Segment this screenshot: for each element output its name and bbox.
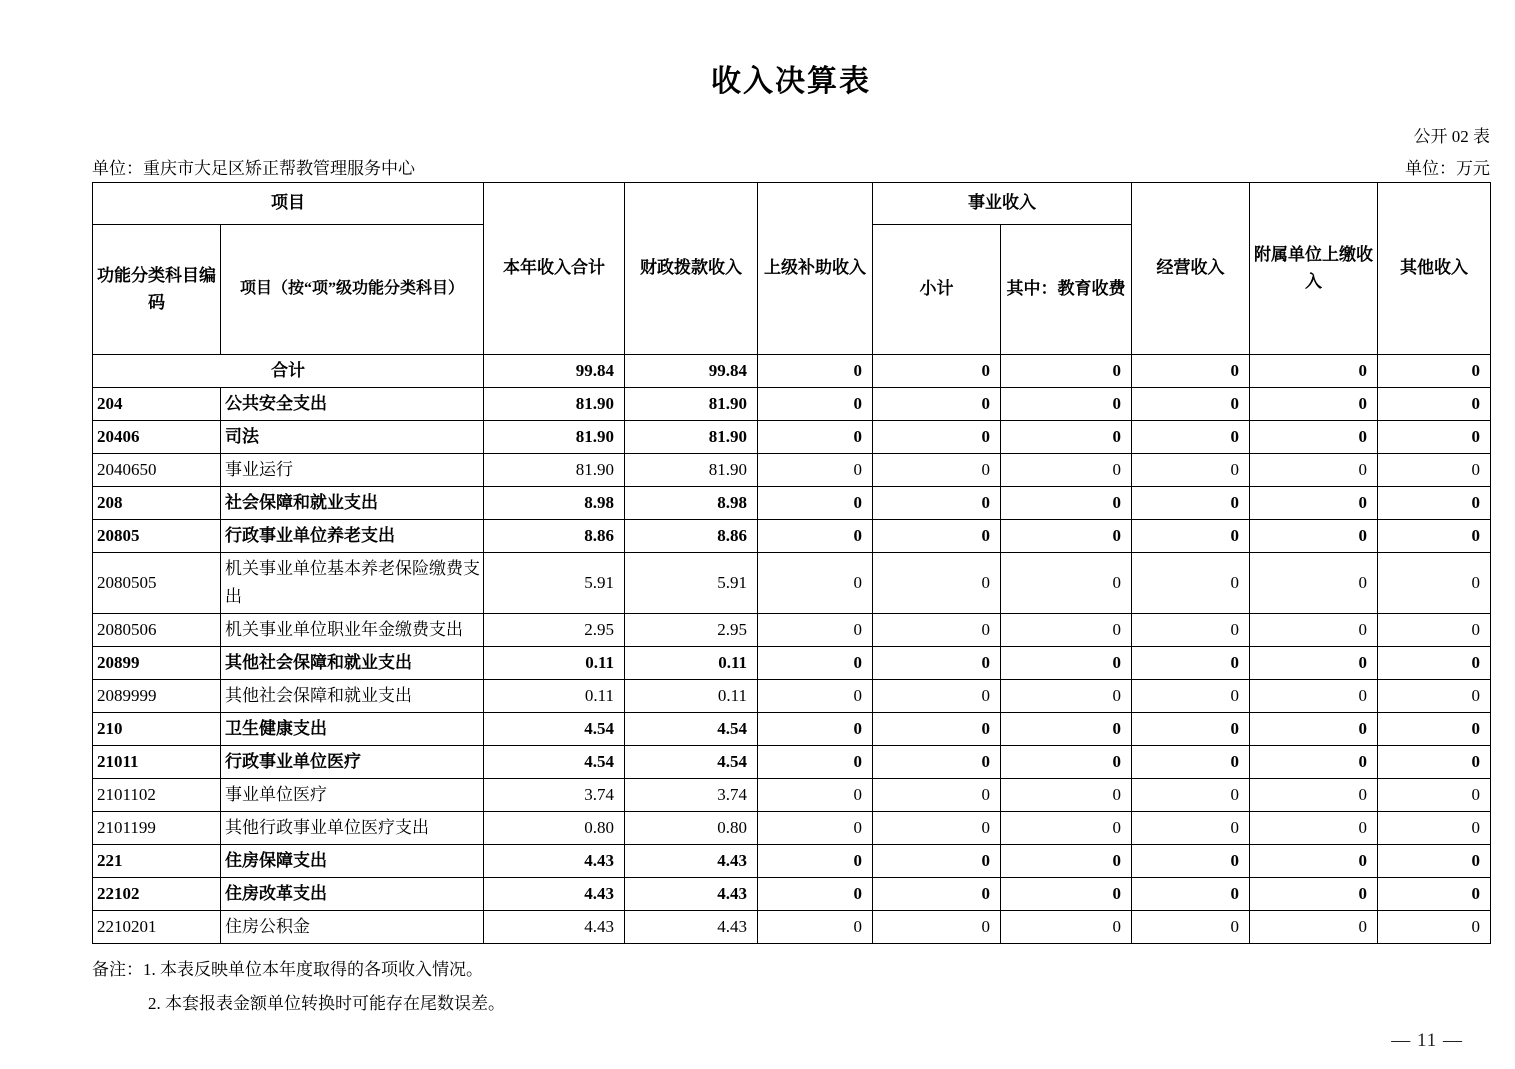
row-item: 机关事业单位职业年金缴费支出: [221, 614, 484, 647]
row-code: 20805: [93, 520, 221, 553]
row-code: 2089999: [93, 680, 221, 713]
row-item: 住房保障支出: [221, 845, 484, 878]
row-item: 住房公积金: [221, 911, 484, 944]
row-value: 99.84: [484, 355, 625, 388]
row-value: 0: [758, 454, 873, 487]
row-value: 5.91: [625, 553, 758, 614]
row-value: 0: [758, 779, 873, 812]
row-value: 0: [1001, 812, 1132, 845]
row-value: 0: [758, 355, 873, 388]
row-value: 0: [1132, 520, 1250, 553]
row-value: 0: [758, 812, 873, 845]
table-row: [93, 647, 1491, 680]
org-unit-label: 单位：重庆市大足区矫正帮教管理服务中心: [92, 159, 415, 178]
table-row: [93, 746, 1491, 779]
row-code: 2101102: [93, 779, 221, 812]
row-value: 0: [1001, 746, 1132, 779]
row-value: 0: [758, 614, 873, 647]
row-value: 0: [1001, 487, 1132, 520]
row-code: 221: [93, 845, 221, 878]
row-value: 0: [1132, 845, 1250, 878]
row-value: 0: [1001, 911, 1132, 944]
table-row: [93, 911, 1491, 944]
row-value: 0: [1250, 614, 1378, 647]
row-value: 3.74: [625, 779, 758, 812]
row-value: 0: [758, 845, 873, 878]
row-value: 0: [1250, 553, 1378, 614]
row-value: 0: [1378, 355, 1491, 388]
row-value: 0: [1378, 647, 1491, 680]
table-row: [93, 421, 1491, 454]
row-value: 0: [873, 878, 1001, 911]
row-value: 0: [873, 680, 1001, 713]
row-value: 0: [1001, 680, 1132, 713]
row-value: 81.90: [484, 454, 625, 487]
row-item: 行政事业单位医疗: [221, 746, 484, 779]
row-value: 0: [873, 487, 1001, 520]
row-value: 4.43: [625, 845, 758, 878]
row-value: 0.80: [484, 812, 625, 845]
row-value: 2.95: [484, 614, 625, 647]
header-business-income-group: 事业收入: [873, 183, 1132, 225]
table-row: [93, 520, 1491, 553]
page-number: — 11 —: [1391, 1030, 1463, 1051]
row-value: 0: [1378, 878, 1491, 911]
row-value: 99.84: [625, 355, 758, 388]
row-value: 0: [873, 713, 1001, 746]
row-value: 81.90: [625, 454, 758, 487]
table-row: [93, 355, 1491, 388]
row-value: 0: [1250, 746, 1378, 779]
row-value: 0: [1250, 388, 1378, 421]
row-item: 卫生健康支出: [221, 713, 484, 746]
row-item: 社会保障和就业支出: [221, 487, 484, 520]
row-value: 81.90: [625, 388, 758, 421]
header-operating-income: 经营收入: [1132, 183, 1250, 355]
row-value: 0: [758, 746, 873, 779]
row-value: 8.86: [484, 520, 625, 553]
row-item: 其他社会保障和就业支出: [221, 680, 484, 713]
row-value: 0: [1250, 520, 1378, 553]
row-value: 0: [1001, 713, 1132, 746]
row-value: 0: [1378, 388, 1491, 421]
row-value: 0: [1001, 421, 1132, 454]
table-row: [93, 388, 1491, 421]
row-value: 0: [758, 647, 873, 680]
row-value: 0.11: [625, 647, 758, 680]
row-value: 0: [1378, 911, 1491, 944]
row-value: 0: [873, 454, 1001, 487]
row-code: 20899: [93, 647, 221, 680]
row-value: 0: [1378, 487, 1491, 520]
table-row: [93, 779, 1491, 812]
row-value: 0: [1132, 487, 1250, 520]
row-value: 4.43: [484, 845, 625, 878]
row-value: 0: [1378, 746, 1491, 779]
row-value: 0: [1132, 911, 1250, 944]
row-value: 0: [873, 355, 1001, 388]
row-value: 0.11: [484, 647, 625, 680]
row-value: 0: [758, 388, 873, 421]
row-value: 4.43: [625, 911, 758, 944]
row-value: 0: [1250, 454, 1378, 487]
row-value: 0: [873, 647, 1001, 680]
row-value: 0.11: [625, 680, 758, 713]
row-value: 3.74: [484, 779, 625, 812]
row-item: 事业运行: [221, 454, 484, 487]
row-value: 0: [873, 845, 1001, 878]
row-value: 4.43: [484, 878, 625, 911]
row-value: 0: [1378, 454, 1491, 487]
row-value: 0: [1250, 680, 1378, 713]
table-body: [93, 355, 1491, 944]
row-value: 0: [1250, 713, 1378, 746]
row-item: 其他行政事业单位医疗支出: [221, 812, 484, 845]
header-item: 项目（按“项”级功能分类科目）: [221, 225, 484, 355]
row-value: 0: [1250, 845, 1378, 878]
header-fiscal-allocation: 财政拨款收入: [625, 183, 758, 355]
row-value: 0: [1001, 520, 1132, 553]
row-value: 0: [1132, 388, 1250, 421]
row-value: 0: [873, 421, 1001, 454]
row-value: 0: [873, 779, 1001, 812]
row-code: 208: [93, 487, 221, 520]
row-value: 81.90: [484, 388, 625, 421]
row-code: 2101199: [93, 812, 221, 845]
row-value: 0: [1378, 520, 1491, 553]
row-code: 20406: [93, 421, 221, 454]
row-value: 0: [758, 553, 873, 614]
row-value: 4.54: [484, 713, 625, 746]
row-value: 8.86: [625, 520, 758, 553]
row-value: 0: [1001, 647, 1132, 680]
row-value: 0: [873, 911, 1001, 944]
row-value: 0: [1132, 355, 1250, 388]
row-value: 81.90: [484, 421, 625, 454]
row-value: 4.54: [625, 746, 758, 779]
row-value: 0: [1132, 421, 1250, 454]
note-line-1: 备注：1. 本表反映单位本年度取得的各项收入情况。: [92, 960, 483, 979]
table-row: [93, 454, 1491, 487]
table-row: [93, 713, 1491, 746]
row-value: 81.90: [625, 421, 758, 454]
row-code: 2080506: [93, 614, 221, 647]
table-row: [93, 812, 1491, 845]
row-value: 2.95: [625, 614, 758, 647]
row-item: 司法: [221, 421, 484, 454]
currency-unit-label: 单位：万元: [1405, 159, 1490, 178]
header-education-fee: 其中：教育收费: [1001, 225, 1132, 355]
row-value: 0: [1378, 421, 1491, 454]
row-item: 机关事业单位基本养老保险缴费支出: [221, 553, 484, 614]
row-value: 0: [1378, 845, 1491, 878]
row-value: 0: [1132, 680, 1250, 713]
row-value: 4.54: [625, 713, 758, 746]
row-value: 0: [1250, 911, 1378, 944]
table-row: [93, 614, 1491, 647]
header-other-income: 其他收入: [1378, 183, 1491, 355]
row-value: 0: [1132, 454, 1250, 487]
row-value: 0: [1001, 779, 1132, 812]
table-row: [93, 487, 1491, 520]
revenue-table: [92, 182, 1491, 944]
row-code: 210: [93, 713, 221, 746]
row-item: 公共安全支出: [221, 388, 484, 421]
header-affiliated-remit: 附属单位上缴收入: [1250, 183, 1378, 355]
row-value: 0: [1132, 553, 1250, 614]
row-value: 0: [758, 911, 873, 944]
row-value: 0: [873, 520, 1001, 553]
row-value: 0: [1132, 878, 1250, 911]
table-code-label: 公开 02 表: [1413, 127, 1490, 146]
row-value: 0: [873, 553, 1001, 614]
row-value: 0: [758, 421, 873, 454]
row-value: 0: [1001, 614, 1132, 647]
row-code: 204: [93, 388, 221, 421]
row-value: 0: [758, 520, 873, 553]
row-code: 21011: [93, 746, 221, 779]
row-value: 0: [1378, 614, 1491, 647]
row-code: 2040650: [93, 454, 221, 487]
row-value: 0: [1132, 746, 1250, 779]
row-value: 0: [1250, 878, 1378, 911]
row-code: 2080505: [93, 553, 221, 614]
row-value: 0: [1250, 487, 1378, 520]
row-value: 0: [1001, 553, 1132, 614]
row-value: 0: [1378, 680, 1491, 713]
page-title: 收入决算表: [711, 65, 871, 98]
header-project-group: 项目: [93, 183, 484, 225]
row-value: 8.98: [625, 487, 758, 520]
row-value: 0: [1250, 647, 1378, 680]
table-row: [93, 553, 1491, 614]
row-value: 4.43: [484, 911, 625, 944]
row-value: 0: [1250, 812, 1378, 845]
header-total-income: 本年收入合计: [484, 183, 625, 355]
header-row-top: [93, 183, 1491, 225]
row-value: 0: [1001, 878, 1132, 911]
row-value: 0: [1132, 647, 1250, 680]
header-subtotal: 小计: [873, 225, 1001, 355]
row-value: 0: [1250, 355, 1378, 388]
row-value: 0: [1250, 779, 1378, 812]
row-item: 其他社会保障和就业支出: [221, 647, 484, 680]
row-value: 0: [758, 680, 873, 713]
row-value: 0: [1001, 355, 1132, 388]
row-item: 合计: [93, 355, 484, 388]
row-value: 0.11: [484, 680, 625, 713]
row-item: 住房改革支出: [221, 878, 484, 911]
row-value: 0: [1132, 713, 1250, 746]
row-value: 0.80: [625, 812, 758, 845]
row-value: 0: [1378, 779, 1491, 812]
row-value: 0: [1132, 812, 1250, 845]
document-page: [92, 0, 1490, 1021]
table-row: [93, 845, 1491, 878]
row-value: 0: [1132, 614, 1250, 647]
row-value: 0: [1132, 779, 1250, 812]
row-code: 22102: [93, 878, 221, 911]
table-row: [93, 680, 1491, 713]
row-value: 0: [758, 878, 873, 911]
note-line-2: 2. 本套报表金额单位转换时可能存在尾数误差。: [148, 994, 505, 1013]
row-value: 4.54: [484, 746, 625, 779]
row-value: 0: [873, 746, 1001, 779]
row-value: 0: [873, 388, 1001, 421]
row-value: 0: [1250, 421, 1378, 454]
row-value: 4.43: [625, 878, 758, 911]
row-value: 0: [1001, 454, 1132, 487]
table-row: [93, 878, 1491, 911]
row-item: 事业单位医疗: [221, 779, 484, 812]
row-value: 0: [1378, 553, 1491, 614]
row-value: 0: [1378, 713, 1491, 746]
row-value: 0: [1378, 812, 1491, 845]
notes: [92, 953, 1490, 1021]
row-value: 0: [1001, 388, 1132, 421]
row-value: 0: [1001, 845, 1132, 878]
row-code: 2210201: [93, 911, 221, 944]
row-value: 0: [758, 487, 873, 520]
row-value: 5.91: [484, 553, 625, 614]
row-item: 行政事业单位养老支出: [221, 520, 484, 553]
meta-row: [92, 154, 1490, 182]
row-value: 0: [873, 812, 1001, 845]
header-code: 功能分类科目编码: [93, 225, 221, 355]
header-superior-subsidy: 上级补助收入: [758, 183, 873, 355]
row-value: 0: [873, 614, 1001, 647]
row-value: 0: [758, 713, 873, 746]
row-value: 8.98: [484, 487, 625, 520]
